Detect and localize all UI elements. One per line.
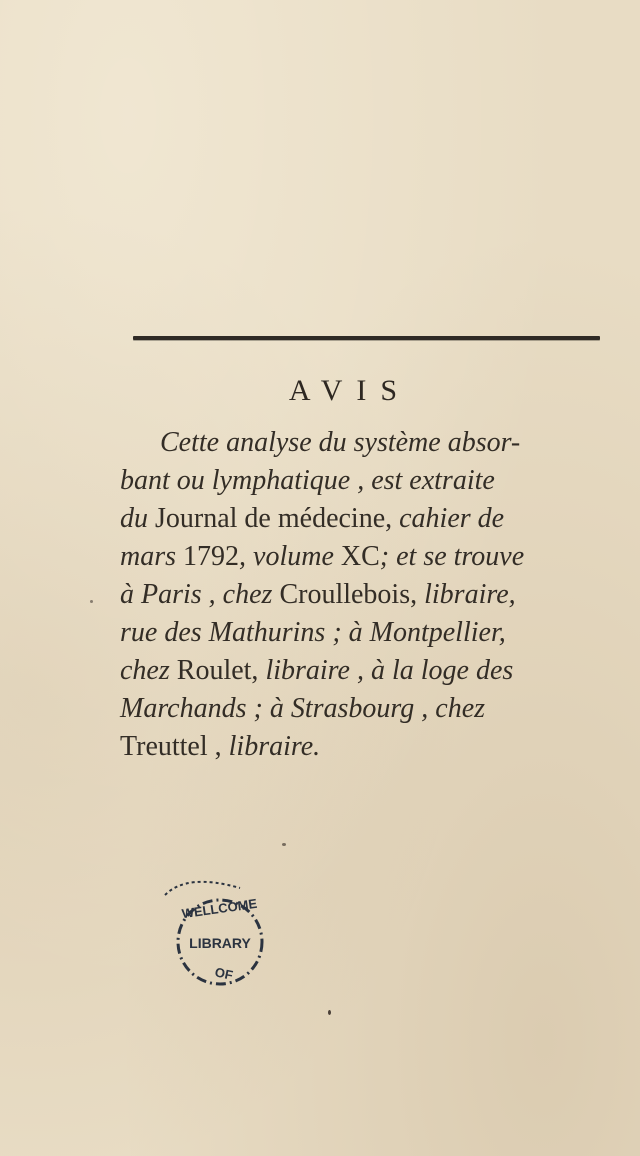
notice-segment: du — [120, 503, 148, 534]
notice-segment: rue des Mathurins ; à Montpellier, — [120, 617, 506, 648]
notice-line — [120, 614, 620, 652]
notice-segment: Marchands ; à Strasbourg , chez — [120, 693, 486, 724]
horizontal-rule — [133, 336, 600, 340]
notice-segment: bant ou lymphatique , est extraite — [120, 465, 495, 496]
notice-segment: Cette analyse du système absor- — [160, 427, 521, 458]
notice-line — [120, 728, 620, 766]
notice-segment: libraire , à la loge des — [265, 655, 514, 686]
notice-segment: libraire. — [228, 731, 321, 762]
notice-segment: 1792 — [183, 541, 240, 572]
stamp-top-text: WELLCOME — [180, 895, 258, 922]
notice-body — [120, 424, 620, 766]
notice-segment: ; et se trouve — [379, 541, 525, 572]
ink-speck — [90, 600, 93, 603]
notice-segment: cahier de — [399, 503, 505, 534]
stamp-bottom-text: OF — [213, 964, 235, 983]
notice-line — [120, 500, 620, 538]
notice-segment: , volume — [239, 541, 341, 572]
notice-segment: XC — [340, 541, 380, 572]
notice-segment: mars — [120, 541, 184, 572]
notice-line — [120, 424, 620, 462]
notice-line — [120, 576, 620, 614]
ink-speck — [328, 1010, 331, 1015]
notice-line — [120, 652, 620, 690]
notice-line — [120, 538, 620, 576]
library-stamp — [145, 880, 295, 990]
stamp-middle-text: LIBRARY — [189, 935, 251, 951]
ink-speck — [282, 843, 286, 846]
notice-segment: Journal de médecine, — [148, 503, 400, 534]
notice-line — [120, 462, 620, 500]
notice-heading: AVIS — [288, 374, 412, 407]
notice-segment: Treuttel , — [120, 731, 229, 762]
notice-segment: Roulet, — [176, 655, 266, 686]
notice-segment: à Paris , chez — [120, 579, 280, 610]
notice-segment: chez — [120, 655, 177, 686]
notice-segment: Croullebois, — [279, 579, 425, 610]
notice-segment: libraire, — [424, 579, 516, 610]
notice-line — [120, 690, 620, 728]
